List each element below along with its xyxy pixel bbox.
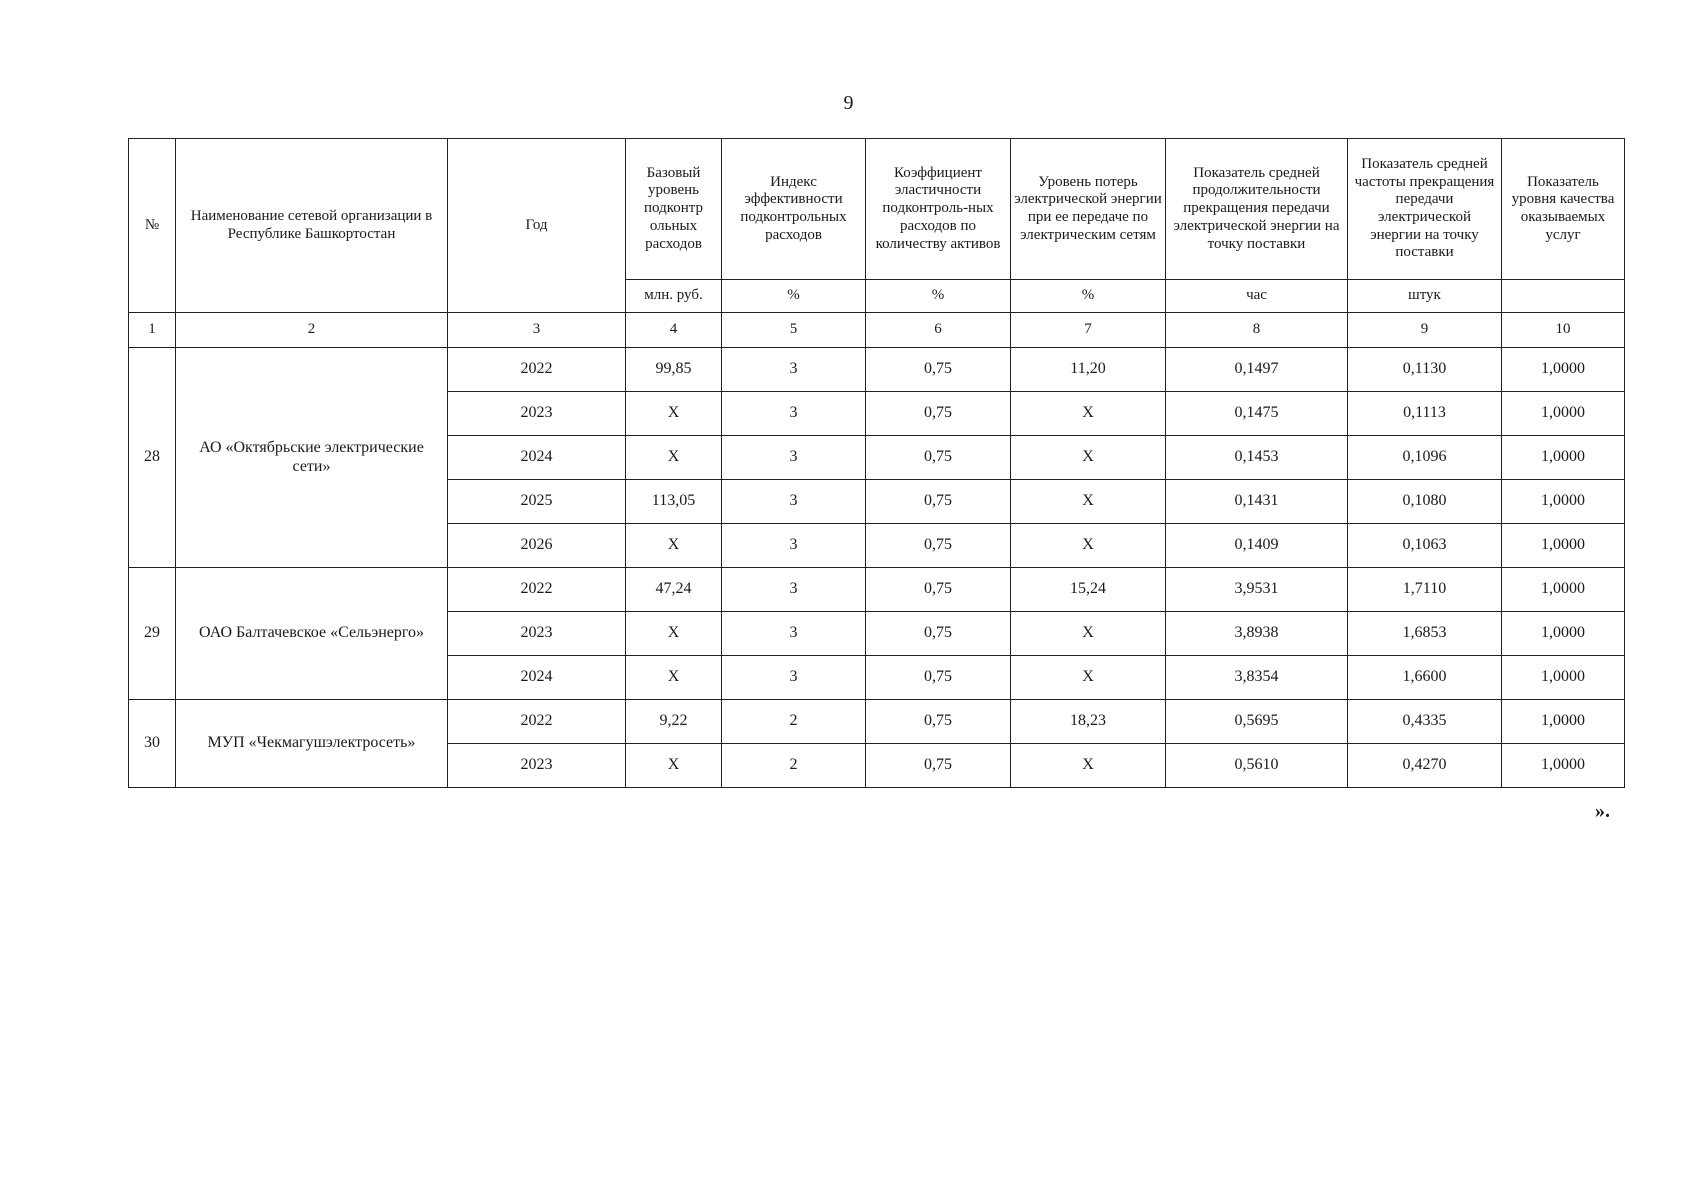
loss-level-cell: Х [1011, 436, 1166, 480]
efficiency-index-cell: 2 [722, 744, 866, 788]
loss-level-cell: Х [1011, 744, 1166, 788]
org-name-cell: ОАО Балтачевское «Сельэнерго» [176, 568, 448, 700]
efficiency-index-cell: 3 [722, 348, 866, 392]
loss-level-cell: Х [1011, 480, 1166, 524]
quality-cell: 1,0000 [1502, 612, 1625, 656]
unit-cell [1502, 280, 1625, 313]
elasticity-coef-cell: 0,75 [866, 744, 1011, 788]
table-row [129, 568, 1625, 612]
index-cell: 6 [866, 313, 1011, 348]
elasticity-coef-cell: 0,75 [866, 700, 1011, 744]
year-cell: 2022 [448, 348, 626, 392]
efficiency-index-cell: 3 [722, 480, 866, 524]
elasticity-coef-cell: 0,75 [866, 436, 1011, 480]
avg-frequency-cell: 1,6853 [1348, 612, 1502, 656]
unit-cell: % [866, 280, 1011, 313]
index-cell: 5 [722, 313, 866, 348]
avg-duration-cell: 3,8938 [1166, 612, 1348, 656]
elasticity-coef-cell: 0,75 [866, 480, 1011, 524]
org-number-cell: 29 [129, 568, 176, 700]
org-name-cell: МУП «Чекмагушэлектросеть» [176, 700, 448, 788]
avg-frequency-cell: 0,4270 [1348, 744, 1502, 788]
avg-frequency-cell: 1,7110 [1348, 568, 1502, 612]
loss-level-cell: Х [1011, 392, 1166, 436]
avg-duration-cell: 0,1409 [1166, 524, 1348, 568]
avg-duration-cell: 0,1497 [1166, 348, 1348, 392]
index-cell: 8 [1166, 313, 1348, 348]
base-level-cell: Х [626, 744, 722, 788]
unit-cell: % [722, 280, 866, 313]
base-level-cell: Х [626, 524, 722, 568]
page-number: 9 [843, 92, 854, 114]
org-name-cell: АО «Октябрьские электрические сети» [176, 348, 448, 568]
base-level-cell: 113,05 [626, 480, 722, 524]
efficiency-index-cell: 2 [722, 700, 866, 744]
index-cell: 9 [1348, 313, 1502, 348]
avg-duration-cell: 0,1453 [1166, 436, 1348, 480]
year-cell: 2022 [448, 568, 626, 612]
efficiency-index-cell: 3 [722, 568, 866, 612]
base-level-cell: 99,85 [626, 348, 722, 392]
loss-level-cell: Х [1011, 524, 1166, 568]
elasticity-coef-cell: 0,75 [866, 524, 1011, 568]
loss-level-cell: Х [1011, 656, 1166, 700]
header-org-name: Наименование сетевой организации в Республике Башкортостан [176, 139, 448, 313]
avg-duration-cell: 0,5695 [1166, 700, 1348, 744]
index-cell: 3 [448, 313, 626, 348]
header-base-level: Базовый уровень подконтр ольных расходов [626, 139, 722, 280]
quality-cell: 1,0000 [1502, 524, 1625, 568]
elasticity-coef-cell: 0,75 [866, 348, 1011, 392]
year-cell: 2024 [448, 656, 626, 700]
year-cell: 2023 [448, 392, 626, 436]
base-level-cell: Х [626, 436, 722, 480]
closing-quote: ». [1595, 800, 1610, 822]
elasticity-coef-cell: 0,75 [866, 612, 1011, 656]
quality-cell: 1,0000 [1502, 700, 1625, 744]
avg-frequency-cell: 1,6600 [1348, 656, 1502, 700]
org-number-cell: 30 [129, 700, 176, 788]
index-cell: 7 [1011, 313, 1166, 348]
table-row [129, 700, 1625, 744]
avg-frequency-cell: 0,1096 [1348, 436, 1502, 480]
table-row [129, 348, 1625, 392]
efficiency-index-cell: 3 [722, 392, 866, 436]
efficiency-index-cell: 3 [722, 436, 866, 480]
table-body [129, 348, 1625, 788]
org-number-cell: 28 [129, 348, 176, 568]
header-avg-frequency: Показатель средней частоты прекращения передачи электрической энергии на точку поставки [1348, 139, 1502, 280]
loss-level-cell: 11,20 [1011, 348, 1166, 392]
index-cell: 1 [129, 313, 176, 348]
base-level-cell: Х [626, 612, 722, 656]
index-cell: 10 [1502, 313, 1625, 348]
quality-cell: 1,0000 [1502, 348, 1625, 392]
quality-cell: 1,0000 [1502, 436, 1625, 480]
header-number: № [129, 139, 176, 313]
avg-frequency-cell: 0,1113 [1348, 392, 1502, 436]
base-level-cell: 47,24 [626, 568, 722, 612]
column-index-row [129, 313, 1625, 348]
elasticity-coef-cell: 0,75 [866, 656, 1011, 700]
base-level-cell: Х [626, 392, 722, 436]
elasticity-coef-cell: 0,75 [866, 568, 1011, 612]
unit-cell: час [1166, 280, 1348, 313]
base-level-cell: Х [626, 656, 722, 700]
header-row [129, 139, 1625, 280]
header-elasticity-coef: Коэффициент эластичности подконтроль-ных расходов по количеству активов [866, 139, 1011, 280]
avg-duration-cell: 3,9531 [1166, 568, 1348, 612]
avg-duration-cell: 0,1431 [1166, 480, 1348, 524]
header-quality: Показатель уровня качества оказываемых услуг [1502, 139, 1625, 280]
avg-frequency-cell: 0,1130 [1348, 348, 1502, 392]
year-cell: 2025 [448, 480, 626, 524]
loss-level-cell: Х [1011, 612, 1166, 656]
efficiency-index-cell: 3 [722, 524, 866, 568]
avg-duration-cell: 0,5610 [1166, 744, 1348, 788]
elasticity-coef-cell: 0,75 [866, 392, 1011, 436]
quality-cell: 1,0000 [1502, 656, 1625, 700]
efficiency-index-cell: 3 [722, 656, 866, 700]
index-cell: 4 [626, 313, 722, 348]
header-avg-duration: Показатель средней продолжительности прекращения передачи электрической энергии на точку поставки [1166, 139, 1348, 280]
avg-frequency-cell: 0,4335 [1348, 700, 1502, 744]
quality-cell: 1,0000 [1502, 568, 1625, 612]
year-cell: 2026 [448, 524, 626, 568]
header-efficiency-index: Индекс эффективности подконтрольных расходов [722, 139, 866, 280]
quality-cell: 1,0000 [1502, 392, 1625, 436]
avg-duration-cell: 3,8354 [1166, 656, 1348, 700]
quality-cell: 1,0000 [1502, 480, 1625, 524]
unit-cell: % [1011, 280, 1166, 313]
base-level-cell: 9,22 [626, 700, 722, 744]
indicators-table [128, 138, 1625, 788]
year-cell: 2022 [448, 700, 626, 744]
index-cell: 2 [176, 313, 448, 348]
quality-cell: 1,0000 [1502, 744, 1625, 788]
year-cell: 2023 [448, 744, 626, 788]
unit-cell: штук [1348, 280, 1502, 313]
unit-cell: млн. руб. [626, 280, 722, 313]
avg-duration-cell: 0,1475 [1166, 392, 1348, 436]
header-loss-level: Уровень потерь электрической энергии при ее передаче по электрическим сетям [1011, 139, 1166, 280]
header-year: Год [448, 139, 626, 313]
efficiency-index-cell: 3 [722, 612, 866, 656]
loss-level-cell: 18,23 [1011, 700, 1166, 744]
year-cell: 2024 [448, 436, 626, 480]
avg-frequency-cell: 0,1080 [1348, 480, 1502, 524]
loss-level-cell: 15,24 [1011, 568, 1166, 612]
avg-frequency-cell: 0,1063 [1348, 524, 1502, 568]
year-cell: 2023 [448, 612, 626, 656]
